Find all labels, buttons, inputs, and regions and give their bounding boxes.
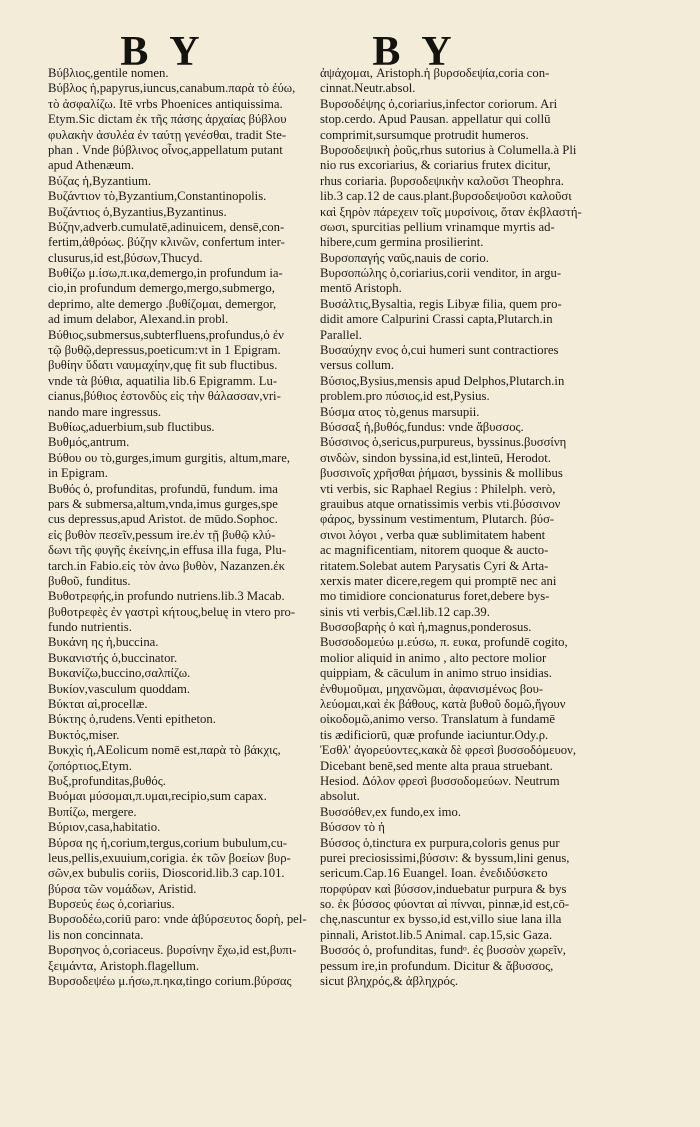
entry-line: Βυκτός,miser.	[48, 727, 120, 742]
entry-line: Ἐσθλ' ἀγορεύοντες,κακὰ δὲ φρεσὶ βυσσοδόμευον,	[320, 743, 577, 758]
entry-line: lis non concinnata.	[48, 927, 144, 942]
entry-line: clusurus,id est,βύσων,Thucyd.	[48, 250, 203, 265]
entry-line: ζοπόρτιος,Etym.	[48, 758, 132, 773]
entry-line: sericum.Cap.16 Euangel. Ioan. ἐνεδιδύσκετο	[320, 866, 548, 881]
entry-line: τῷ βυθῷ,depressus,poeticum:vt in 1 Epigram.	[48, 343, 281, 358]
entry-line: absolut.	[320, 789, 360, 804]
entry-line: Βύβλος ἡ,papyrus,iuncus,canabum.παρὰ τὸ ἐύω,	[48, 81, 296, 96]
entry-line: τὸ ἀσφαλίζω. Itē vrbs Phoenices antiquissima.	[48, 96, 283, 111]
entry-line: οἰκοδομῶ,animo verso. Translatum à fundamē	[320, 712, 556, 727]
entry-line: Βυκανιστής ὁ,buccinator.	[48, 650, 178, 665]
entry-line: βυσσινοῖς χρῆσθαι ῥήμασι, byssinis & mollibus	[320, 466, 563, 481]
entry-line: Βυζάντιος ὁ,Byzantius,Byzantinus.	[48, 204, 227, 219]
entry-line: nio rus excoriarius, & coriarius frutex dicitur,	[320, 158, 551, 173]
entry-line: Βύκτης ὁ,rudens.Venti epitheton.	[48, 712, 216, 727]
entry-line: Hesiod. Δόλον φρεσὶ βυσσοδομεύων. Neutrum	[320, 773, 560, 788]
running-head-right: B Y	[372, 29, 458, 75]
entry-line: Βυκχὶς ἡ,AEolicum nomē est,παρὰ τὸ βάκχις,	[48, 743, 281, 758]
entry-line: stop.cerdo. Apud Pausan. appellatur qui collū	[320, 112, 551, 127]
entry-line: chę,nascuntur ex bysso,id est,villo siue lana illa	[320, 912, 562, 927]
entry-line: Βύσσον τὸ ἡ	[320, 820, 385, 835]
entry-line: molior aliquid in animo , alto pectore molior	[320, 650, 547, 665]
entry-line: Βύσμα ατος τὸ,genus marsupii.	[320, 404, 480, 419]
entry-line: rhus coriaria. βυρσοδεψικὴν καλοῦσι Theophra.	[320, 173, 564, 188]
entry-line: quippiam, & cāculum in animo struo insidias.	[320, 666, 552, 681]
entry-line: cinnat.Neutr.absol.	[320, 81, 416, 96]
entry-line: Βύρσα ης ἡ,corium,tergus,corium bubulum,cu-	[48, 835, 288, 850]
entry-line: ac magnificentiam, nitorem quoque & aucto-	[320, 543, 549, 558]
entry-line: nando mare ingressus.	[48, 404, 162, 419]
entry-line: vti verbis, sic Raphael Regius : Philelph. verò,	[320, 481, 556, 496]
entry-line: leus,pellis,exuuium,corigia. ἐκ τῶν βοείων βυρ-	[48, 850, 291, 865]
entry-line: Etym.Sic dictam ἐκ τῆς πάσης ἀρχαίας βύβλου	[48, 112, 287, 127]
entry-line: εἰς βυθὸν πεσεῖν,pessum ire.ἐν τῇ βυθῷ κλύ-	[48, 527, 276, 542]
entry-line: Βυρσοπώλης ὁ,coriarius,corii venditor, in argu-	[320, 266, 562, 281]
entry-line: Βύσσινος ὁ,sericus,purpureus, byssinus.βυσσίνη	[320, 435, 567, 450]
entry-line: sinis vti verbis,Cæl.lib.12 cap.39.	[320, 604, 490, 619]
entry-line: Βυκίον,vasculum quoddam.	[48, 681, 190, 696]
entry-line: Βυρσηνος ὁ,coriaceus. βυρσίνην ἔχω,id est,βυπι-	[48, 943, 297, 958]
entry-line: βυθοτρεφὲς ἐν γαστρὶ κήτους,beluę in vtero pro-	[48, 604, 296, 619]
entry-line: Βυόμαι μύσομαι,π.υμαι,recipio,sum capax.	[48, 789, 267, 804]
entry-line: ξειμάντα, Aristoph.flagellum.	[48, 958, 200, 973]
entry-line: βυθίην ὕδατι ναυμαχίην,quę fit sub fluctibus.	[48, 358, 278, 373]
right-column	[320, 66, 662, 989]
entry-line: pars & submersa,altum,vnda,imus gurges,spe	[48, 496, 278, 511]
entry-line: Βύσσος ὁ,tinctura ex purpura,coloris genus pur	[320, 835, 560, 850]
entry-line: σινοι λόγοι , verba quæ sublimitatem habent	[320, 527, 546, 542]
entry-line: Βυζάντιον τὸ,Byzantium,Constantinopolis.	[48, 189, 267, 204]
entry-line: Βυρσοδέω,coriū paro: vnde ἀβύρσευτος δορὴ, pel-	[48, 912, 307, 927]
left-column	[48, 66, 310, 989]
entry-line: Βυθός ὁ, profunditas, profundū, fundum. ima	[48, 481, 278, 496]
entry-line: Βυσσός ὁ, profunditas, fundᵒ. ἐς βυσσὸν χωρεῖν,	[320, 943, 566, 958]
entry-line: lib.3 cap.12 de caus.plant.βυρσοδεψοῦσι καλοῦσι	[320, 189, 572, 204]
entry-line: Βυπίζω, mergere.	[48, 804, 137, 819]
entry-line: versus collum.	[320, 358, 395, 373]
entry-line: φυλακὴν ἀσυλέα ἐν ταύτῃ γενέσθαι, tradit Ste-	[48, 127, 287, 142]
entry-line: Βύσσαξ ἡ,βυθός,fundus: vnde ἄβυσσος.	[320, 419, 524, 434]
entry-line: purei preciosissimi,βύσσιν: & byssum,lini genus,	[320, 850, 570, 865]
entry-line: hibere,cum germina prosilierint.	[320, 235, 484, 250]
entry-line: σινδὼν, sindon byssina,id est,linteū, Herodot.	[320, 450, 551, 465]
entry-line: cus depressus,apud Aristot. de mūdo.Sophoc.	[48, 512, 278, 527]
entry-line: Βυρσοπαγής ναῦς,nauis de corio.	[320, 250, 489, 265]
entry-line: Βυσσοβαρὴς ὁ καὶ ἡ,magnus,ponderosus.	[320, 620, 532, 635]
entry-line: φάρος, byssinum vestimentum, Plutarch. βύσ-	[320, 512, 555, 527]
entry-line: mentō Aristoph.	[320, 281, 402, 296]
entry-line: deprimo, alte demergo .βυθίζομαι, demergor,	[48, 296, 277, 311]
entry-line: Βύζην,adverb.cumulatē,adinuicem, densē,con-	[48, 219, 285, 234]
entry-line: Βυθμός,antrum.	[48, 435, 130, 450]
entry-line: didit amore Calpurini Crassi capta,Plutarch.in	[320, 312, 553, 327]
entry-line: Βυρσοδεψέω μ.ήσω,π.ηκα,tingo corium.βύρσας	[48, 974, 292, 989]
entry-line: καὶ ξηρὸν πάρεχειν τοῖς μυρσίνοις, ὅταν ἐκβλαστή-	[320, 204, 582, 219]
entry-line: βυθοῦ, funditus.	[48, 573, 131, 588]
entry-line: Βυρσοδεψικὴ ῥοῦς,rhus sutorius à Columella.à Pli	[320, 142, 577, 157]
entry-line: Βύζας ἡ,Byzantium.	[48, 173, 152, 188]
entry-line: πορφύραν καὶ βύσσον,induebatur purpura & bys	[320, 881, 567, 896]
entry-line: apud Athenæum.	[48, 158, 134, 173]
entry-line: pessum ire,in profundum. Dicitur & ἄβυσσος,	[320, 958, 554, 973]
entry-line: Βυθίως,aduerbium,sub fluctibus.	[48, 419, 215, 434]
entry-line: Βυσσοδομεύω μ.εύσω, π. ευκα, profundē cogito,	[320, 635, 568, 650]
entry-line: in Epigram.	[48, 466, 108, 481]
entry-line: Βυσάλτις,Bysaltia, regis Libyæ filia, quem pro-	[320, 296, 562, 311]
running-head-left: B Y	[120, 29, 206, 75]
entry-line: cianus,βύθιος ἐστονδὺς εἰς τὴν θάλασσαν,vri-	[48, 389, 281, 404]
entry-line: tarch.in Fabio.εἰς τὸν ἀνω βυθὸν, Nazanzen.ἐκ	[48, 558, 285, 573]
entry-line: Dicebant benē,sed mente alta praua struebant.	[320, 758, 553, 773]
entry-line: mo timidiore concionaturus foret,debere bys-	[320, 589, 550, 604]
entry-line: ritatem.Solebat autem Parysatis Cyri & Arta-	[320, 558, 549, 573]
entry-line: problem.pro πύσιος,id est,Pysius.	[320, 389, 490, 404]
entry-line: Βύκται αἱ,procellæ.	[48, 697, 148, 712]
entry-line: Βύθου ου τὸ,gurges,imum gurgitis, altum,mare,	[48, 450, 291, 465]
entry-line: sicut βληχρός,& ἀβληχρός.	[320, 974, 459, 989]
entry-line: ἀψάχομαι, Aristoph.ἡ βυρσοδεψία,coria con-	[320, 66, 550, 80]
entry-line: Parallel.	[320, 327, 362, 342]
entry-line: Βυσσόθεν,ex fundo,ex imo.	[320, 804, 462, 819]
entry-line: so. ἐκ βύσσος φύονται αἱ πίνναι, pinnæ,id est,cō-	[320, 897, 570, 912]
entry-line: Βύβλιος,gentile nomen.	[48, 66, 169, 80]
entry-line: grauibus atque ornatissimis verbis vti.βύσσινον	[320, 496, 561, 511]
entry-line: Βυκανίζω,buccino,σαλπίζω.	[48, 666, 191, 681]
entry-line: δωνι τῆς φυγῆς ἐκείνης,in effusa illa fuga, Plu-	[48, 543, 287, 558]
entry-line: Βύσιος,Bysius,mensis apud Delphos,Plutarch.in	[320, 373, 565, 388]
entry-line: Βυρσεύς έως ὁ,coriarius.	[48, 897, 175, 912]
entry-line: comprimit,sursumque protrudit humeros.	[320, 127, 529, 142]
entry-line: Βύθιος,submersus,subterfluens,profundus,ὁ ἐν	[48, 327, 284, 342]
entry-line: vnde τὰ βύθια, aquatilia lib.6 Epigramm. Lu-	[48, 373, 278, 388]
entry-line: Βυξ,profunditas,βυθός.	[48, 773, 166, 788]
entry-line: ἐνθυμοῦμαι, μηχανῶμαι, ἀφανισμένως βου-	[320, 681, 544, 696]
entry-line: λεύομαι,καὶ ἐκ βάθους, κατὰ βυθοῦ δομῶ,ἤγουν	[320, 697, 566, 712]
entry-line: Βυθίζω μ.ίσω,π.ικα,demergo,in profundum ia-	[48, 266, 283, 281]
entry-line: Βυθοτρεφής,in profundo nutriens.lib.3 Macab.	[48, 589, 285, 604]
entry-line: fundo nutrientis.	[48, 620, 132, 635]
entry-line: xerxis mater dicere,regem qui promptē nec ani	[320, 573, 557, 588]
entry-line: cio,in profundum demergo,mergo,submergo,	[48, 281, 275, 296]
entry-line: Βυκάνη ης ἡ,buccina.	[48, 635, 159, 650]
entry-line: pinnali, Aristot.lib.5 Animal. cap.15,sic Gaza.	[320, 927, 553, 942]
entry-line: σωσι, spurcitias pellium vrinamque myrtis ad-	[320, 219, 555, 234]
entry-line: fertim,ἀθρόως. βύζην κλινῶν, confertum inter-	[48, 235, 285, 250]
entry-line: βύρσα τῶν νομάδων, Aristid.	[48, 881, 197, 896]
entry-line: ad imum delabor, Alexand.in probl.	[48, 312, 229, 327]
entry-line: σῶν,ex bubulis coriis, Dioscorid.lib.3 cap.101.	[48, 866, 285, 881]
entry-line: tis ædificiorū, quæ profunde iaciuntur.Ody.ρ.	[320, 727, 549, 742]
entry-line: Βύριον,casa,habitatio.	[48, 820, 161, 835]
entry-line: Βυσαύχην ενος ὁ,cui humeri sunt contractiores	[320, 343, 559, 358]
entry-line: Βυρσοδέψης ὁ,coriarius,infector coriorum. Ari	[320, 96, 558, 111]
entry-line: phan . Vnde βύβλινος οἶνος,appellatum putant	[48, 142, 283, 157]
